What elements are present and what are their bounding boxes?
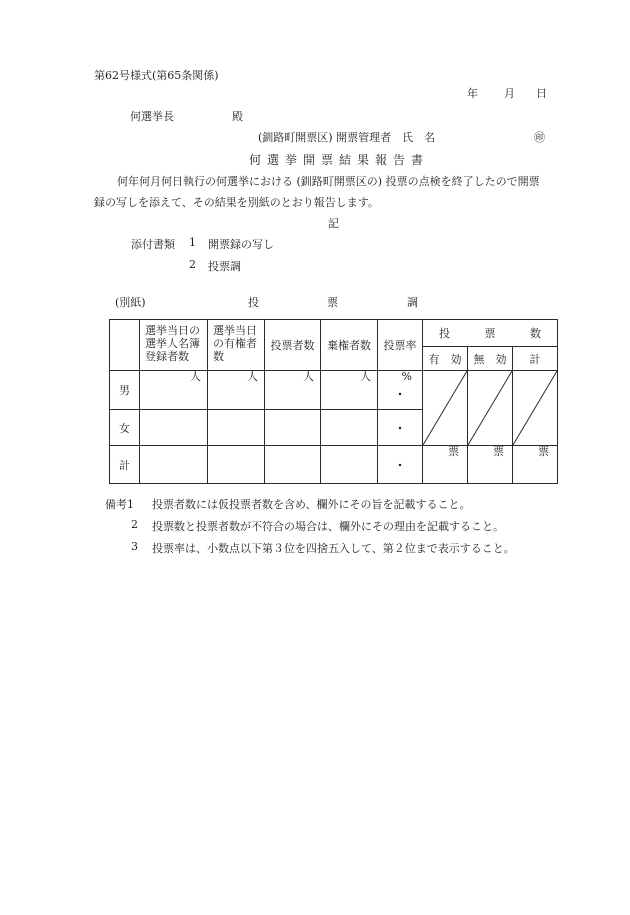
- cell-male-rate: [378, 371, 423, 410]
- header-valid: 有 効: [423, 347, 468, 371]
- date-day: 日: [536, 87, 547, 100]
- header-votes: [423, 320, 558, 347]
- cell-male-registered: 人: [140, 371, 208, 410]
- rate-dot-female: ・: [378, 410, 423, 446]
- annex-title-3: 調: [407, 296, 418, 309]
- header-votes-1: 投: [439, 327, 450, 340]
- cell-total-abstainers: [321, 446, 378, 484]
- attachment-1-text: 開票録の写し: [208, 238, 274, 251]
- remarks-label: [105, 496, 134, 512]
- diagonal-slash: [513, 371, 557, 445]
- row-label-total: 計: [110, 446, 140, 484]
- cell-female-voters: [265, 410, 321, 446]
- cell-valid-diagonal: [423, 371, 468, 446]
- form-number: 第62号様式(第65条関係): [94, 69, 219, 82]
- cell-female-eligible: [208, 410, 265, 446]
- cell-total-voters: [265, 446, 321, 484]
- diagonal-slash: [468, 371, 512, 445]
- cell-female-registered: [140, 410, 208, 446]
- row-label-female: 女: [110, 410, 140, 446]
- date-month: 月: [504, 87, 515, 100]
- addressee-honorific: 殿: [232, 110, 243, 123]
- rate-unit: %: [401, 370, 412, 383]
- cell-female-abstainers: [321, 410, 378, 446]
- body-line-2: 録の写しを添えて、その結果を別紙のとおり報告します。: [94, 196, 379, 209]
- header-eligible: 選挙当日の有権者数: [208, 320, 265, 371]
- cell-male-abstainers: 人: [321, 371, 378, 410]
- cell-total-registered: [140, 446, 208, 484]
- rate-dot-total: ・: [378, 446, 423, 484]
- remark-1-text: 投票者数には仮投票者数を含め、欄外にその旨を記載すること。: [152, 498, 471, 511]
- annex-title-1: 投: [248, 296, 259, 309]
- cell-total-invalid: 票: [468, 446, 513, 484]
- annex-title-2: 票: [327, 296, 338, 309]
- seal-mark: ㊞: [534, 131, 545, 144]
- remark-3-no: 3: [131, 540, 138, 553]
- header-invalid: 無 効: [468, 347, 513, 371]
- cell-invalid-diagonal: [468, 371, 513, 446]
- cell-total-diagonal: [513, 371, 558, 446]
- header-rate: 投票率: [378, 320, 423, 371]
- attachment-2-text: 投票調: [208, 260, 241, 273]
- attachment-1-no: 1: [189, 236, 196, 249]
- remark-2-no: 2: [131, 518, 138, 531]
- annex-label: (別紙): [115, 296, 146, 309]
- attachments-label: 添付書類: [131, 238, 175, 251]
- ki-mark: 記: [328, 217, 339, 230]
- header-voters: 投票者数: [265, 320, 321, 371]
- date-year: 年: [467, 87, 478, 100]
- addressee-name: 何選挙長: [130, 110, 174, 123]
- cell-male-eligible: 人: [208, 371, 265, 410]
- body-line-1: 何年何月何日執行の何選挙における (釧路町開票区の) 投票の点検を終了したので開票: [117, 175, 540, 188]
- rate-dot-male: ・: [394, 388, 406, 401]
- diagonal-slash: [423, 371, 467, 445]
- vote-tally-table: [109, 319, 558, 484]
- attachment-2-no: 2: [189, 258, 196, 271]
- remark-2-text: 投票数と投票者数が不符合の場合は、欄外にその理由を記載すること。: [152, 520, 504, 533]
- remark-1-no: 1: [127, 498, 134, 511]
- header-total: 計: [513, 347, 558, 371]
- cell-total-votes: 票: [513, 446, 558, 484]
- reporter-title: (釧路町開票区) 開票管理者 氏 名: [258, 131, 436, 144]
- remark-3-text: 投票率は、小数点以下第３位を四捨五入して、第２位まで表示すること。: [152, 542, 515, 555]
- cell-male-voters: 人: [265, 371, 321, 410]
- row-label-male: 男: [110, 371, 140, 410]
- header-registered: 選挙当日の選挙人名簿登録者数: [140, 320, 208, 371]
- header-corner: [110, 320, 140, 371]
- header-abstainers: 棄権者数: [321, 320, 378, 371]
- cell-total-valid: 票: [423, 446, 468, 484]
- header-votes-3: 数: [530, 327, 541, 340]
- remarks-label-text: 備考: [105, 498, 127, 511]
- document-title: 何選挙開票結果報告書: [249, 153, 430, 167]
- cell-total-eligible: [208, 446, 265, 484]
- header-votes-2: 票: [484, 327, 496, 340]
